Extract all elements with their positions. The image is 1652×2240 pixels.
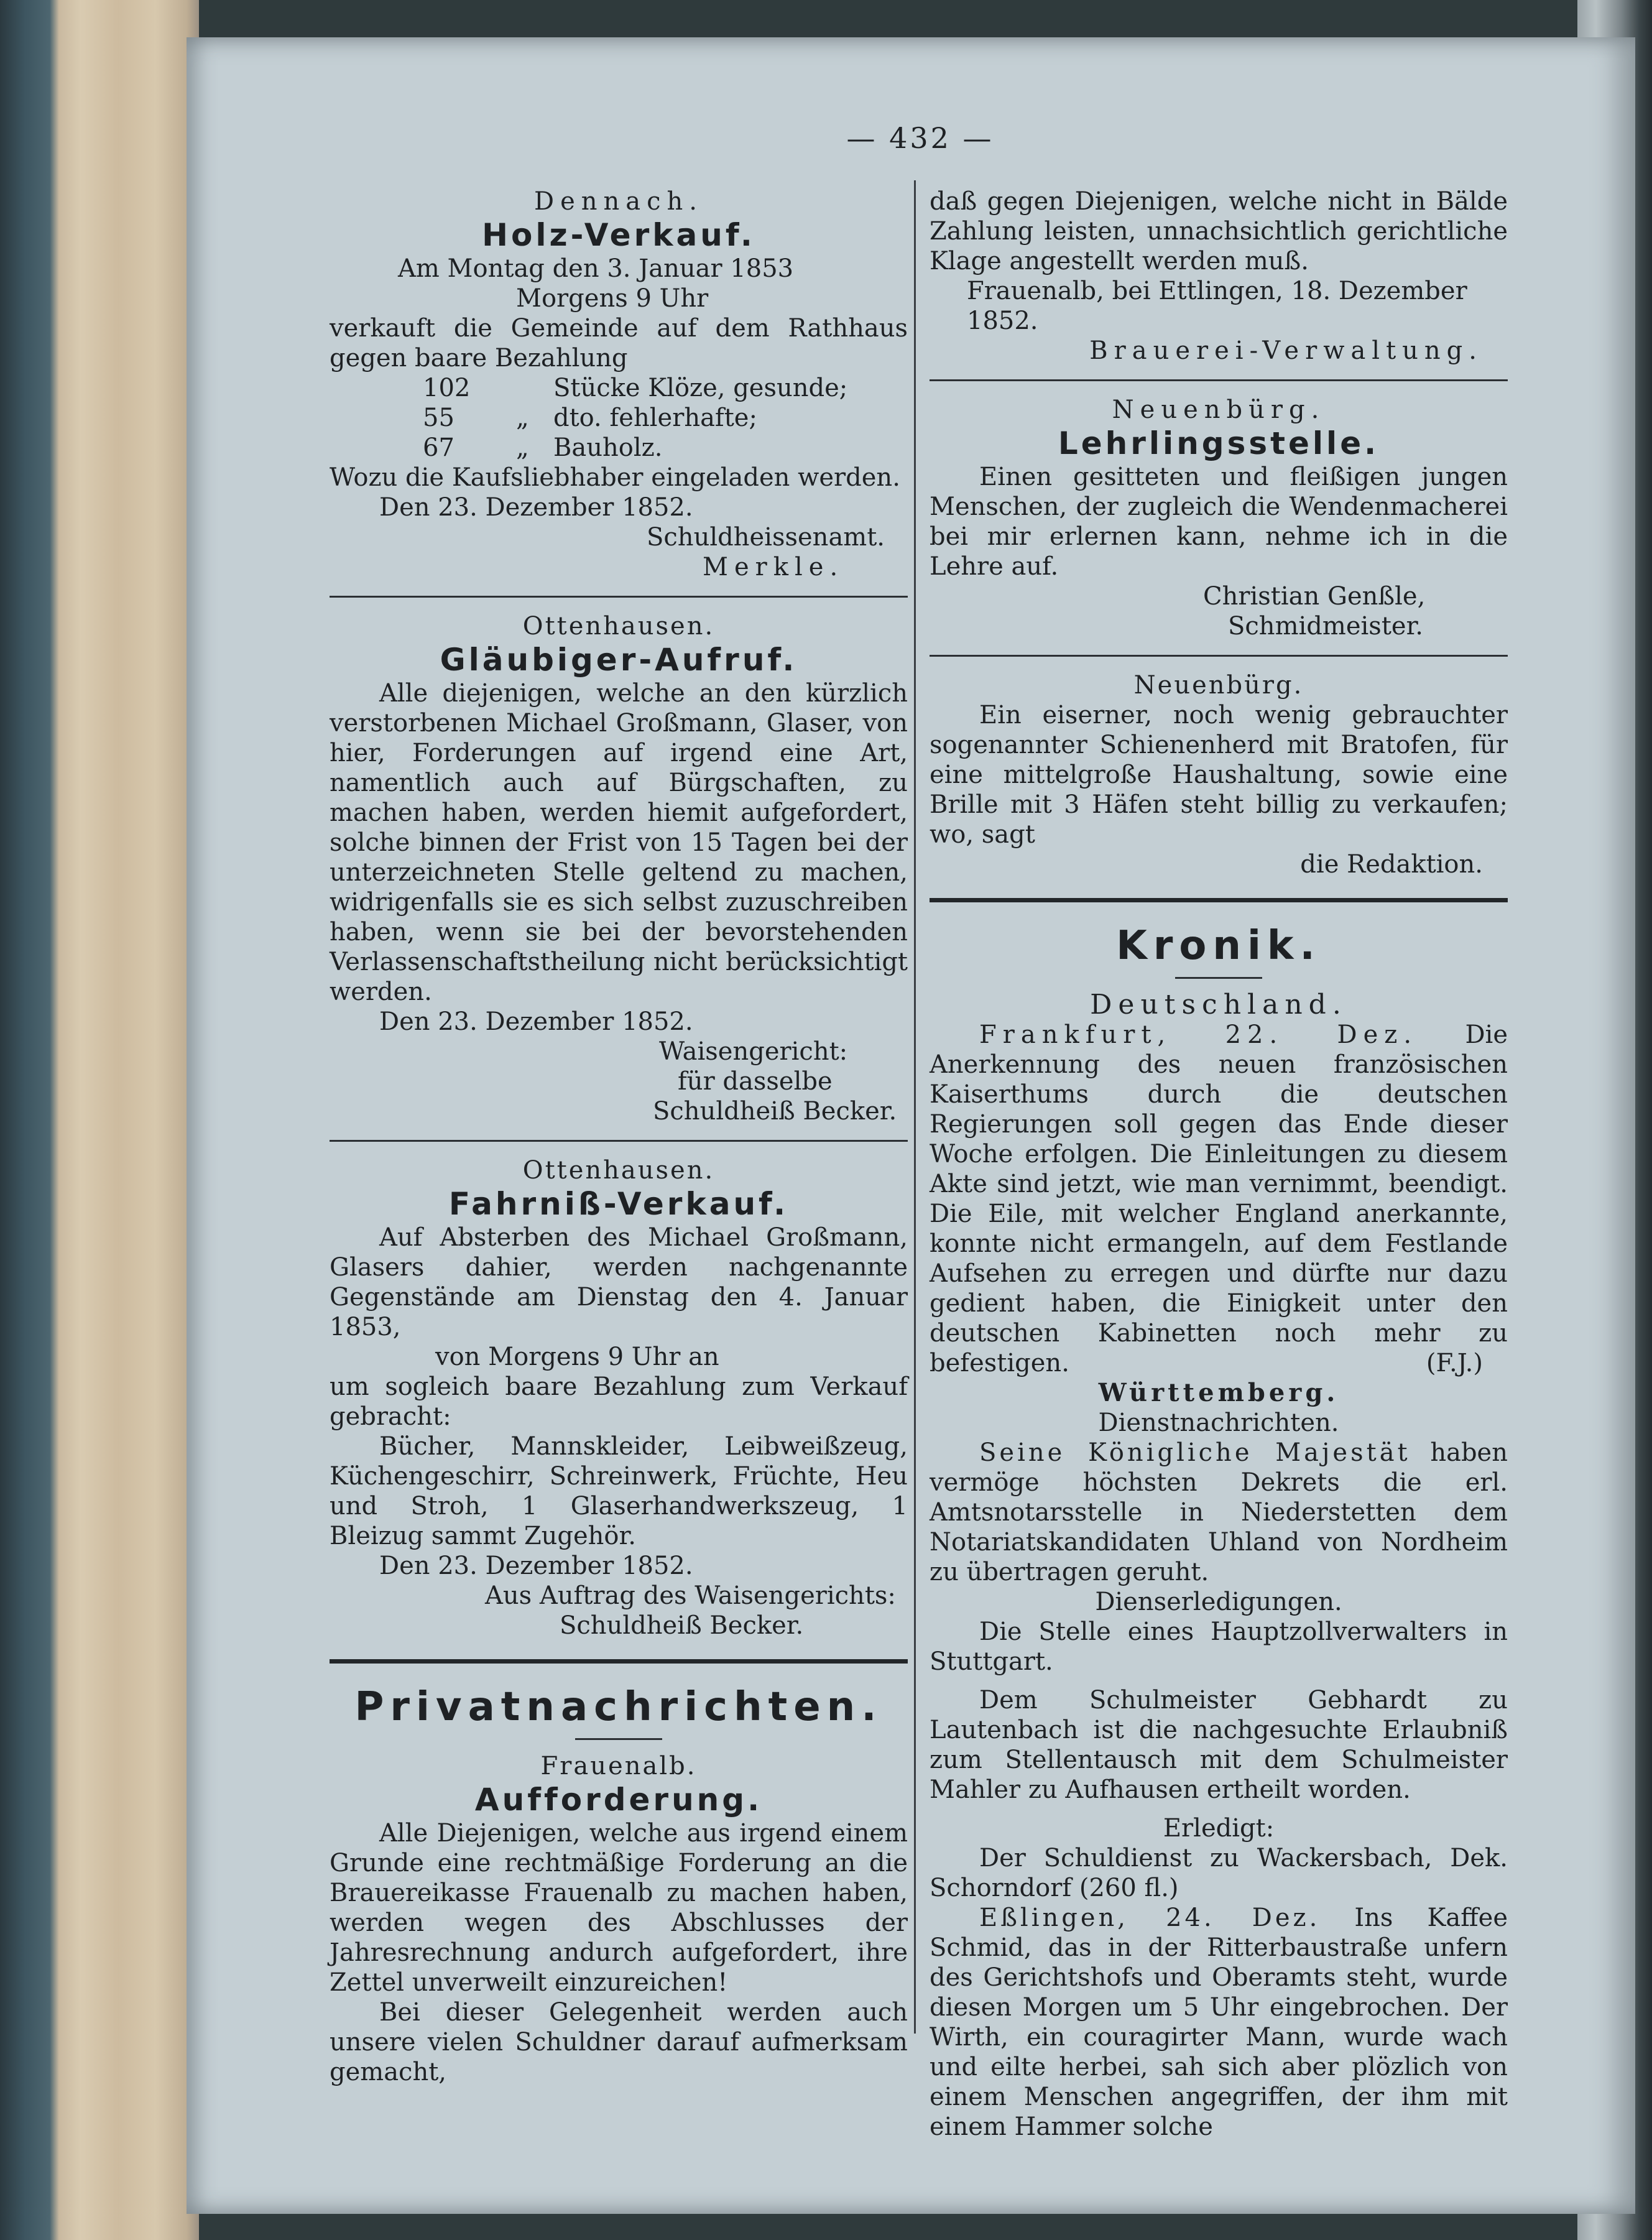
news-dateline: Eßlingen, 24. Dez.	[979, 1904, 1321, 1932]
left-column	[330, 187, 908, 2087]
notice-date: Am Montag den 3. Januar 1853	[398, 254, 794, 283]
spacer	[930, 1805, 1508, 1813]
notice-dated: Den 23. Dezember 1852.	[379, 1007, 693, 1036]
section-divider	[330, 1659, 908, 1664]
state-heading: Württemberg.	[1098, 1378, 1339, 1407]
news-item-esslingen	[930, 1903, 1508, 2142]
divider	[330, 596, 908, 598]
column-divider	[914, 180, 916, 2034]
notice-body-2: um sogleich baare Bezahlung zum Verkauf gebracht:	[330, 1372, 908, 1431]
notice-title: Gläubiger-Aufruf.	[440, 642, 798, 678]
notice-lehrlingsstelle	[930, 395, 1508, 641]
notice-body: verkauft die Gemeinde auf dem Rathhaus gegen baare Bezahlung	[330, 314, 908, 373]
notice-aufforderung-continued	[930, 187, 1508, 366]
notice-body: Ein eiserner, noch wenig gebrauchter sogenannter Schienenherd mit Bratofen, für eine mittelgroße Haushaltung, sowie eine Brille mit 3 Häfen steht billig zu verkaufen; wo, sagt	[930, 701, 1508, 849]
page-number: — 432 —	[846, 121, 994, 155]
notice-aufforderung	[330, 1751, 908, 2087]
notice-schienenherd	[930, 670, 1508, 879]
notice-signature-3: Schuldheiß Becker.	[653, 1097, 897, 1126]
notice-invite: Wozu die Kaufsliebhaber eingeladen werden.	[330, 463, 900, 492]
notice-signature: Brauerei-Verwaltung.	[1089, 336, 1483, 365]
notice-signature-1: Waisengericht:	[659, 1037, 848, 1066]
right-column	[930, 187, 1508, 2142]
notice-office: Schuldheissenamt.	[647, 523, 885, 552]
notice-glaeubiger-aufruf	[330, 611, 908, 1126]
section-title-kronik: Kronik.	[1116, 923, 1321, 969]
notice-holz-verkauf	[330, 187, 908, 582]
short-divider	[1175, 977, 1262, 979]
section-title-privatnachrichten: Privatnachrichten.	[354, 1684, 883, 1730]
list-item	[330, 433, 908, 463]
item-text: Bauholz.	[553, 433, 663, 462]
notice-place: Ottenhausen.	[522, 612, 715, 641]
item-text: Stücke Klöze, gesunde;	[553, 374, 848, 402]
notice-place: Ottenhausen.	[522, 1156, 715, 1185]
notice-signature-2: Schmidmeister.	[1228, 612, 1424, 641]
notice-body-3: Bücher, Mannskleider, Leibweißzeug, Küchengeschirr, Schreinwerk, Früchte, Heu und Stroh, 1 Glaserhandwerkszeug, 1 Bleizug sammt Zugehör.	[330, 1432, 908, 1550]
news-source: (F.J.)	[1426, 1349, 1483, 1377]
notice-title: Lehrlingsstelle.	[1058, 425, 1380, 461]
news-text: Die Anerkennung des neuen französischen Kaiserthums durch die deutschen Regierungen soll gegen das Ende dieser Woche erfolgen. Die Einleitungen zu diesem Akte sind jetzt, wie man vernimmt, beendigt. Die Eile, mit welcher England anerkannte, konnte nicht ermangeln, auf dem Festlande Aufsehen zu erregen und dürfte nur dazu gedient haben, die Einigkeit unter den deutschen Kabinetten noch mehr zu befestigen.	[930, 1020, 1508, 1377]
news-text: Ins Kaffee Schmid, das in der Ritterbaustraße unfern des Gerichtshofs und Oberamts steht, wurde diesen Morgen um 5 Uhr eingebrochen. Der Wirth, ein couragirter Mann, wurde wach und eilte herbei, sah sich aber plözlich von einem Menschen angegriffen, der ihm mit einem Hammer solche	[930, 1904, 1508, 2141]
subsection-heading: Erledigt:	[1163, 1814, 1275, 1843]
book-edge-left	[0, 0, 199, 2240]
item-text: dto. fehlerhafte;	[553, 404, 757, 432]
notice-title: Fahrniß-Verkauf.	[448, 1186, 789, 1222]
news-item-vacancy: Die Stelle eines Hauptzollverwalters in Stuttgart.	[930, 1618, 1508, 1676]
notice-dated: Den 23. Dezember 1852.	[379, 1552, 693, 1580]
notice-signature-2: für dasselbe	[678, 1067, 833, 1096]
item-list	[330, 373, 908, 463]
news-item-appointment	[930, 1438, 1508, 1587]
item-count: 55	[423, 404, 455, 432]
spacer	[930, 1677, 1508, 1685]
news-lead: Seine Königliche Majestät	[979, 1438, 1411, 1467]
notice-body: Alle Diejenigen, welche aus irgend einem Grunde eine rechtmäßige Forderung an die Brauereikasse Frauenalb zu machen haben, werden wegen des Abschlusses der Jahresrechnung andurch aufgefordert, ihre Zettel unverweilt einzureichen!	[330, 1819, 908, 1997]
subsection-heading: Dienstnachrichten.	[1098, 1409, 1339, 1437]
notice-signature: Merkle.	[703, 553, 844, 581]
notice-signature-2: Schuldheiß Becker.	[560, 1611, 804, 1640]
subsection-heading: Dienserledigungen.	[1095, 1588, 1342, 1616]
notice-signature: die Redaktion.	[1300, 850, 1483, 879]
notice-title: Aufforderung.	[474, 1782, 763, 1818]
notice-body: Auf Absterben des Michael Großmann, Glasers dahier, werden nachgenannte Gegenstände am Dienstag den 4. Januar 1853,	[330, 1223, 908, 1341]
notice-dated: Frauenalb, bei Ettlingen, 18. Dezember 1852.	[967, 277, 1467, 335]
notice-place: Dennach.	[534, 187, 703, 216]
list-item	[330, 373, 908, 403]
list-item	[330, 403, 908, 433]
item-ditto	[516, 373, 553, 403]
short-divider	[575, 1738, 662, 1740]
notice-body: Einen gesitteten und fleißigen jungen Menschen, der zugleich die Wendenmacherei bei mir erlernen kann, nehme ich in die Lehre auf.	[930, 463, 1508, 581]
item-ditto: „	[516, 433, 529, 462]
notice-dated: Den 23. Dezember 1852.	[379, 493, 693, 522]
notice-place: Neuenbürg.	[1112, 396, 1326, 424]
news-item-frankfurt	[930, 1020, 1508, 1378]
news-text: haben vermöge höchsten Dekrets die erl. Amtsnotarsstelle in Niederstetten dem Notariatskandidaten Uhland von Nordheim zu übertragen geruht.	[930, 1438, 1508, 1586]
notice-signature-1: Christian Genßle,	[1203, 582, 1426, 611]
notice-fahrniss-verkauf	[330, 1155, 908, 1641]
country-heading: Deutschland.	[1090, 989, 1347, 1020]
notice-place: Frauenalb.	[540, 1752, 697, 1780]
item-ditto: „	[516, 404, 529, 432]
notice-body: Alle diejenigen, welche an den kürzlich verstorbenen Michael Großmann, Glaser, von hier, Forderungen auf irgend eine Art, namentlich auch auf Bürgschaften, zu machen haben, werden hiemit aufgefordert, solche binnen der Frist von 15 Tagen bei der unterzeichneten Stelle geltend zu machen, widrigenfalls sie es sich selbst zuzuschreiben haben, wenn sie bei der bevorstehenden Verlassenschaftstheilung nicht berücksichtigt werden.	[330, 679, 908, 1006]
news-item-schuldienst: Der Schuldienst zu Wackersbach, Dek. Schorndorf (260 fl.)	[930, 1844, 1508, 1902]
notice-time: von Morgens 9 Uhr an	[435, 1343, 719, 1371]
item-count: 67	[423, 433, 455, 462]
divider	[930, 655, 1508, 657]
notice-place: Neuenbürg.	[1133, 671, 1304, 700]
notice-body: daß gegen Diejenigen, welche nicht in Bälde Zahlung leisten, unnachsichtlich gerichtliche Klage angestellt werden muß.	[930, 187, 1508, 275]
notice-body-2: Bei dieser Gelegenheit werden auch unsere vielen Schuldner darauf aufmerksam gemacht,	[330, 1998, 908, 2086]
section-divider	[930, 898, 1508, 902]
item-count: 102	[423, 374, 471, 402]
news-item-exchange: Dem Schulmeister Gebhardt zu Lautenbach ist die nachgesuchte Erlaubniß zum Stellentausch mit dem Schulmeister Mahler zu Aufhausen ertheilt worden.	[930, 1686, 1508, 1804]
notice-time: Morgens 9 Uhr	[516, 284, 709, 313]
divider	[330, 1140, 908, 1142]
divider	[930, 379, 1508, 381]
notice-title: Holz-Verkauf.	[482, 217, 755, 253]
notice-signature-1: Aus Auftrag des Waisengerichts:	[485, 1581, 896, 1610]
news-dateline: Frankfurt, 22. Dez.	[979, 1020, 1418, 1049]
news-section	[930, 990, 1508, 2142]
